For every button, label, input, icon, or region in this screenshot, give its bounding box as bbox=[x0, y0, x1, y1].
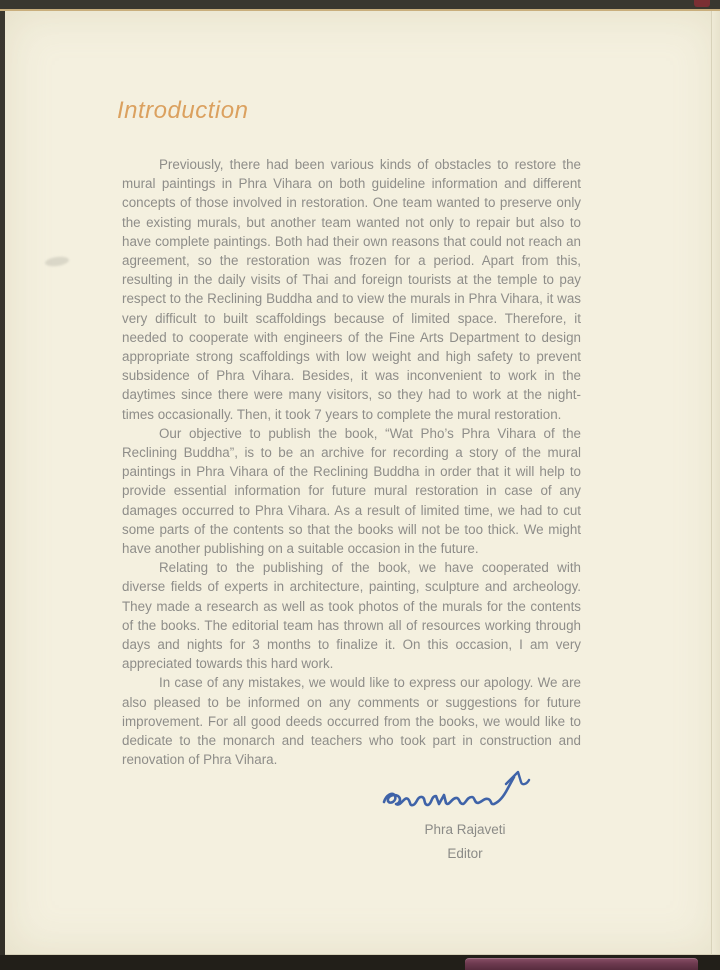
introduction-text bbox=[122, 155, 581, 770]
book-binding-strip bbox=[465, 958, 698, 970]
page-title: Introduction bbox=[117, 97, 249, 124]
signature-handwriting-icon bbox=[378, 768, 548, 818]
intro-paragraph: In case of any mistakes, we would like to express our apology. We are also pleased to be informed on any comments or suggestions for future improvement. For all good deeds occurred from the books, we would like to dedicate to the monarch and teachers who took part in construction and renovation of Phra Vihara. bbox=[122, 675, 581, 768]
paper-smudge bbox=[44, 255, 69, 267]
book-page bbox=[5, 11, 720, 955]
signatory-role: Editor bbox=[447, 846, 483, 861]
intro-paragraph: Our objective to publish the book, “Wat Pho’s Phra Vihara of the Reclining Buddha”, is to be an archive for recording a story of the mural paintings in Phra Vihara of the Reclining Buddha in order that it will help to provide essential information for future mural restoration in case of any damages occurred to Phra Vihara. As a result of limited time, we had to cut some parts of the contents so that the books will not be too thick. We might have another publishing on a suitable occasion in the future. bbox=[122, 425, 581, 557]
binding-speck bbox=[694, 0, 710, 7]
page-edge-strip bbox=[712, 11, 720, 955]
intro-paragraph: Relating to the publishing of the book, we have cooperated with diverse fields of experts in architecture, painting, sculpture and archeology. They made a research as well as took photos of the murals for the contents of the books. The editorial team has thrown all of resources working through days and nights for 3 months to finalize it. On this occasion, I am very appreciated towards this hard work. bbox=[122, 560, 581, 672]
intro-paragraph: Previously, there had been various kinds of obstacles to restore the mural paintings in Phra Vihara on both guideline information and different concepts of those involved in restoration. One team wanted to preserve only the existing murals, but another team wanted not only to repair but also to have complete paintings. Both had their own reasons that could not reach an agreement, so the restoration was frozen for a period. Apart from this, resulting in the daily visits of Thai and foreign tourists at the temple to pay respect to the Reclining Buddha and to view the murals in Phra Vihara, it was very difficult to built scaffoldings because of limited space. Therefore, it needed to cooperate with engineers of the Fine Arts Department to design appropriate strong scaffoldings with low weight and high safety to prevent subsidence of Phra Vihara. Besides, it was inconvenient to work in the daytimes since there were many visitors, so they had to work at the night-times occasionally. Then, it took 7 years to complete the mural restoration. bbox=[122, 157, 581, 422]
signatory-name: Phra Rajaveti bbox=[424, 822, 506, 837]
